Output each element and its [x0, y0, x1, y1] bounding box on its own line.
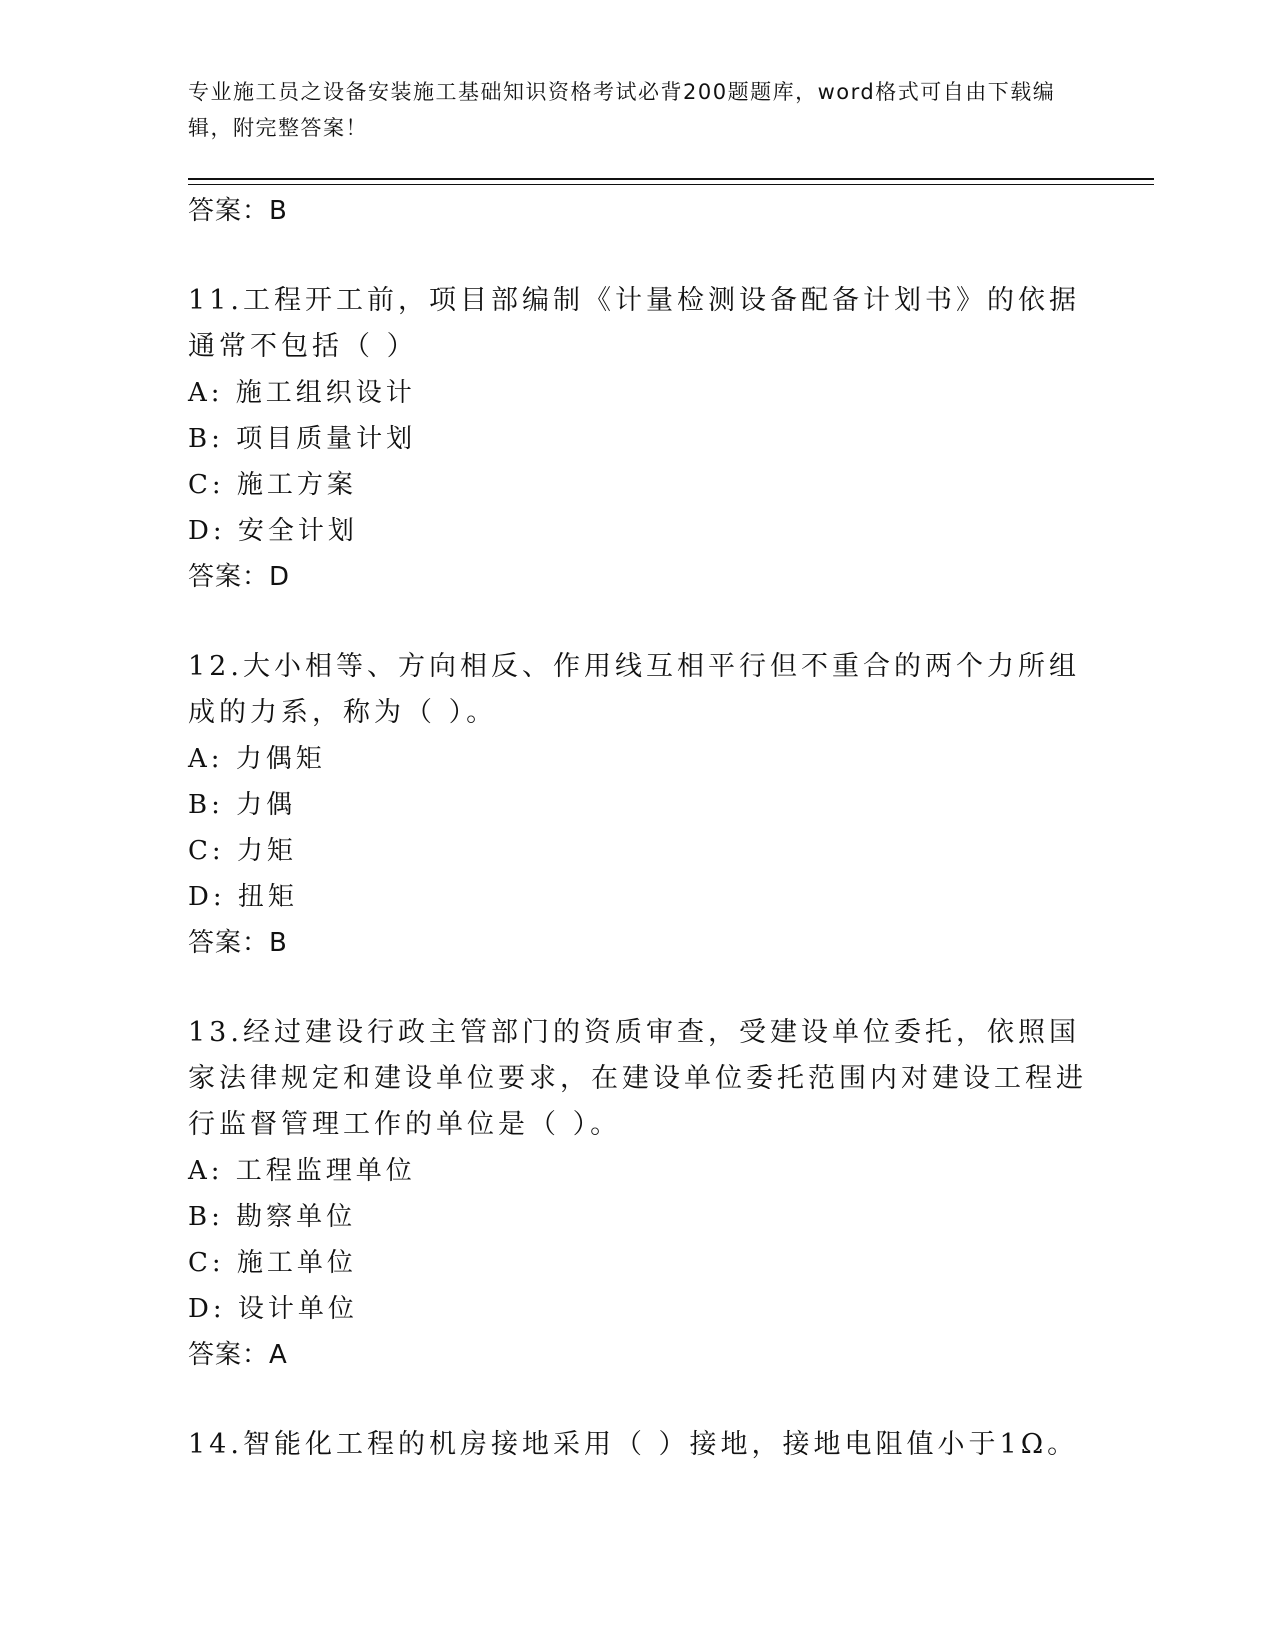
previous-answer: 答案：B	[188, 196, 288, 226]
option-d: D: 设计单位	[188, 1294, 358, 1324]
option-a: A: 施工组织设计	[188, 378, 416, 408]
option-d: D: 扭矩	[188, 882, 298, 912]
option-d: D: 安全计划	[188, 516, 358, 546]
question-stem: 14.智能化工程的机房接地采用（ ）接地，接地电阻值小于1Ω。	[188, 1429, 1079, 1460]
question-list	[188, 188, 1088, 1468]
option-b: B: 力偶	[188, 790, 297, 820]
question-item	[188, 1422, 1088, 1468]
option-a: A: 力偶矩	[188, 744, 326, 774]
document-header-title: 专业施工员之设备安装施工基础知识资格考试必背200题题库，word格式可自由下载编辑，附完整答案！	[188, 80, 1056, 140]
question-answer: 答案：D	[188, 562, 291, 592]
question-stem: 12.大小相等、方向相反、作用线互相平行但不重合的两个力所组成的力系，称为（ ）。	[188, 651, 1080, 728]
option-c: C: 力矩	[188, 836, 297, 866]
question-stem: 11.工程开工前，项目部编制《计量检测设备配备计划书》的依据通常不包括（ ）	[188, 285, 1080, 362]
option-a: A: 工程监理单位	[188, 1156, 416, 1186]
question-item	[188, 644, 1088, 966]
question-item	[188, 1010, 1088, 1378]
question-answer: 答案：A	[188, 1340, 288, 1370]
option-c: C: 施工单位	[188, 1248, 357, 1278]
header-divider-thin	[188, 184, 1154, 185]
option-b: B: 项目质量计划	[188, 424, 417, 454]
question-answer: 答案：B	[188, 928, 288, 958]
question-item	[188, 278, 1088, 600]
option-b: B: 勘察单位	[188, 1202, 357, 1232]
option-c: C: 施工方案	[188, 470, 357, 500]
question-stem: 13.经过建设行政主管部门的资质审查，受建设单位委托，依照国家法律规定和建设单位要求，在建设单位委托范围内对建设工程进行监督管理工作的单位是（ ）。	[188, 1017, 1087, 1140]
header-divider-thick	[188, 178, 1154, 180]
